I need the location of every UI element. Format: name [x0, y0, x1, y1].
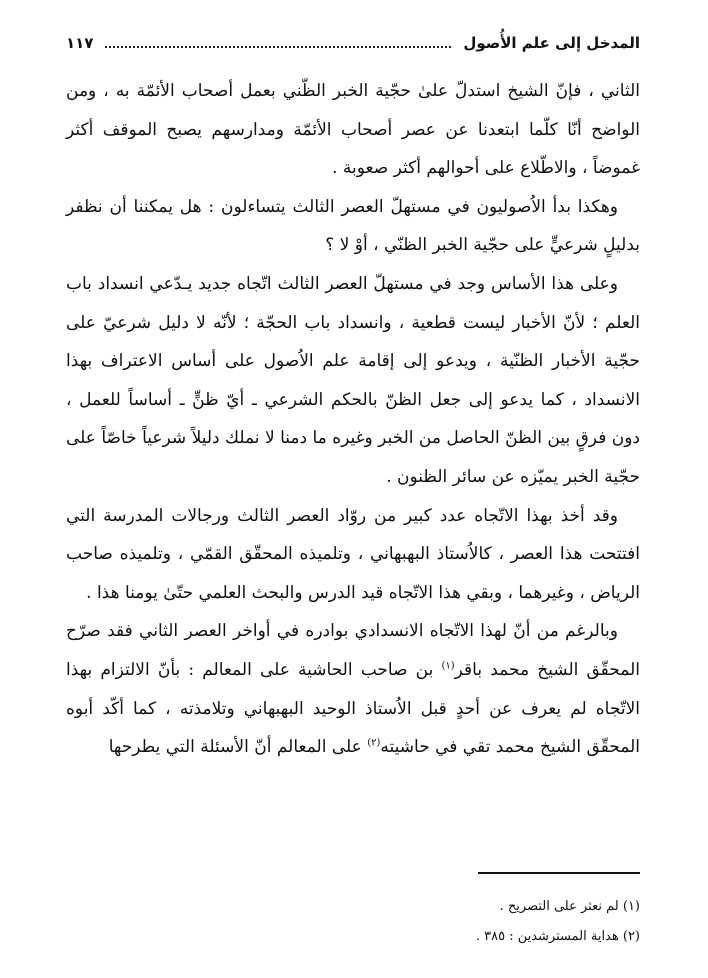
paragraph-1: الثاني ، فإنّ الشيخ استدلّ علىٰ حجّية الخبر الظّني بعمل أصحاب الأئمّة به ، ومن الواضح أنّا كلّما ابتعدنا عن عصر أصحاب الأئمّة ومدارسهم يصبح الموقف أكثر غموضاً ، والاطّلاع على أحوالهم أكثر صعوبة .: [66, 81, 640, 179]
footnote-ref-1[interactable]: (١): [441, 660, 455, 672]
header-leader-dots: [105, 46, 451, 48]
body-text: [66, 72, 640, 767]
paragraph-2: وهكذا بدأ الاُصوليون في مستهلّ العصر الثالث يتساءلون : هل يمكننا أن نظفر بدليلٍ شرعيٍّ على حجّية الخبر الظنّي ، أوْ لا ؟: [66, 196, 640, 256]
footnote-divider: [478, 872, 640, 874]
footnotes: [66, 892, 640, 952]
paragraph-4: وقد أخذ بهذا الاتّجاه عدد كبير من روّاد العصر الثالث ورجالات المدرسة التي افتتحت هذا العصر ، كالاُستاذ البهبهاني ، وتلميذه المحقّق القمّي ، وتلميذه صاحب الرياض ، وغيرهما ، وبقي هذا الاتّجاه قيد الدرس والبحث العلمي حتّىٰ يومنا هذا .: [66, 505, 640, 603]
page-number: ١١٧: [66, 34, 94, 52]
paragraph-5-part-3: على المعالم أنّ الأسئلة التي يطرحها: [108, 737, 368, 758]
footnote-ref-2[interactable]: (٢): [367, 737, 381, 749]
footnote-1: (١) لم نعثر على التصريح .: [499, 899, 640, 914]
header-title: المدخل إلى علم الأُصول: [463, 34, 640, 52]
paragraph-3: وعلى هذا الأساس وجد في مستهلّ العصر الثالث اتّجاه جديد يـدّعي انسداد باب العلم ؛ لأنّ الأخبار ليست قطعية ، وانسداد باب الحجّة ؛ لأنّه لا دليل شرعيّ على حجّية الأخبار الظنّية ، ويدعو إلى إقامة علم الاُصول على أساس الاعتراف بهذا الانسداد ، كما يدعو إلى جعل الظنّ بالحكم الشرعي ـ أيّ ظنٍّ ـ أساساً للعمل ، دون فرقٍ بين الظنّ الحاصل من الخبر وغيره ما دمنا لا نملك دليلاً شرعياً خاصّاً على حجّية الخبر يميّزه عن سائر الظنون .: [66, 273, 640, 487]
paragraph-5-part-1: وبالرغم من أنّ لهذا الاتّجاه الانسدادي بوادره في أواخر العصر الثاني فقد صرّح المحقّق الشيخ محمد باقر: [66, 621, 640, 680]
paragraph-5: [66, 612, 640, 766]
paragraph-5-part-2: بن صاحب الحاشية على المعالم : بأنّ الالتزام بهذا الاتّجاه لم يعرف عن أحدٍ قبل الاُستاذ الوحيد البهبهاني وتلامذته ، كما أكّد أبوه المحقّق الشيخ محمد تقي في حاشيته: [66, 659, 640, 758]
footnote-2: (٢) هداية المسترشدين : ٣٨٥ .: [475, 929, 640, 944]
running-header: [66, 28, 640, 58]
